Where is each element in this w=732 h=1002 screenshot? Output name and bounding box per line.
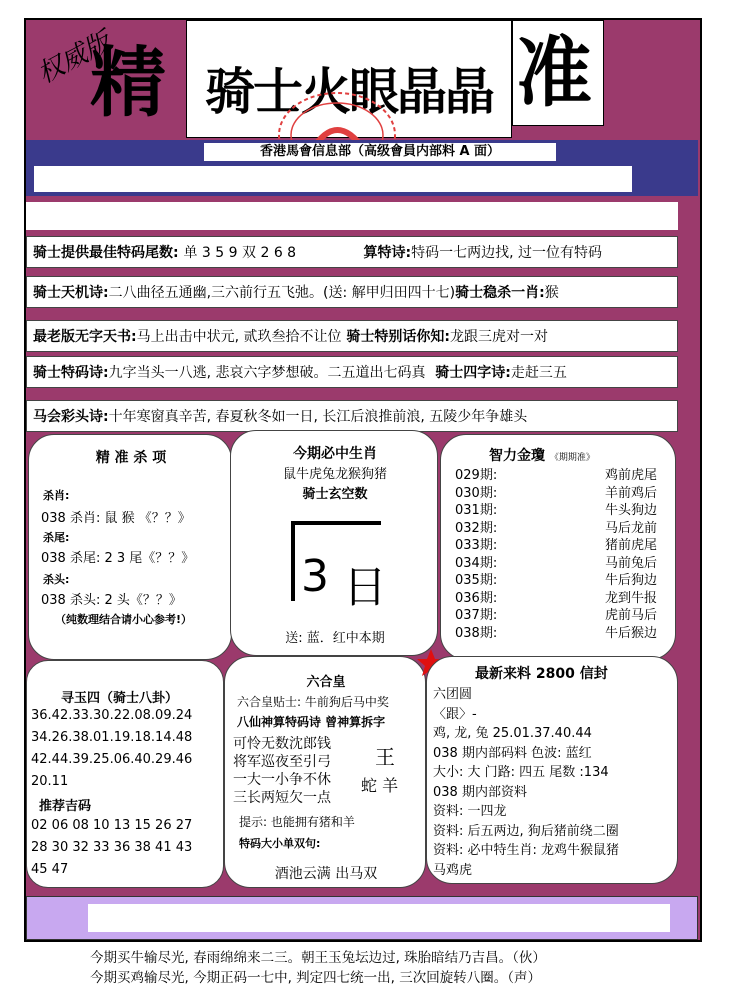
kill-head-label: 杀头: <box>43 573 70 586</box>
ziwei-value: 马后龙前 <box>604 520 657 536</box>
kill-sx-label: 杀肖: <box>43 489 70 502</box>
ziwei-row <box>455 590 667 608</box>
kill-box <box>28 434 232 660</box>
liuhe-hint: 提示: 也能拥有猪和羊 <box>239 815 355 829</box>
zodiac-send: 送: 蓝．红中本期 <box>285 631 385 646</box>
ziwei-period: 035期: <box>455 573 498 588</box>
latest-line: 038 期内部码料 色波: 蓝红 <box>433 745 592 761</box>
ziwei-value: 牛后猴边 <box>604 625 657 641</box>
band-tema-sizi: 骑士特码诗: 九字当头一八逃, 悲哀六字梦想破。二五道出七码真 骑士四字诗: 走赶三五 <box>26 356 678 388</box>
blank-band-2 <box>26 202 678 230</box>
footer-band-inner <box>88 904 670 932</box>
band-wuzi-tebie: 最老版无字天书: 马上出击中状元, 贰玖叁拾不让位 骑士特别话你知: 龙跟三虎对一对 <box>26 320 678 352</box>
ziwei-title: 智力金瓊 《期期准》 <box>489 448 595 464</box>
ziwei-period: 033期: <box>455 538 498 553</box>
yu-rows <box>31 705 192 793</box>
band-tianji-wensha: 骑士天机诗: 二八曲径五通幽,三六前行五飞弛。(送: 解甲归田四十七) 骑士稳杀一肖: 猴 <box>26 276 678 308</box>
ziwei-period: 030期: <box>455 485 498 501</box>
ziwei-row <box>455 520 667 538</box>
ziwei-value: 牛后狗边 <box>604 573 657 588</box>
ziwei-box <box>440 434 676 660</box>
yu-box <box>26 660 224 888</box>
ziwei-row <box>455 572 667 590</box>
edition-label: 权威版 <box>32 26 116 90</box>
band-tail-suan: 骑士提供最佳特码尾数: 单 3 5 9 双 2 6 8 算特诗: 特码一七两边找, 过一位有特码 <box>26 236 678 268</box>
ziwei-period: 034期: <box>455 555 498 571</box>
ziwei-row <box>455 467 667 485</box>
liuhe-side-a: 王 <box>375 745 395 769</box>
ziwei-rows <box>455 467 667 642</box>
rec-number-row: 28 30 32 33 36 38 41 43 <box>31 840 193 855</box>
ziwei-value: 龙到牛报 <box>604 590 657 606</box>
zodiac-box <box>230 430 438 656</box>
kill-title: 精 准 杀 项 <box>95 450 167 466</box>
liuhe-size-title: 特码大小单双句: <box>239 837 321 850</box>
yu-number-row: 36.42.33.30.22.08.09.24 <box>31 708 193 723</box>
latest-line: 六团圆 <box>433 687 473 702</box>
poem-line: 将军巡夜至引弓 <box>233 754 331 770</box>
rec-rows <box>31 815 192 881</box>
ziwei-row <box>455 502 667 520</box>
ziwei-row <box>455 485 667 503</box>
char-left: 精 <box>90 38 166 127</box>
ziwei-value: 马前兔后 <box>604 555 657 571</box>
ziwei-row <box>455 555 667 573</box>
liuhe-poem-title: 八仙神算特码诗 曾神算拆字 <box>237 715 386 729</box>
rec-title: 推荐吉码 <box>39 799 92 814</box>
ziwei-row <box>455 537 667 555</box>
band-caitou: 马会彩头诗: 十年寒窗真辛苦, 春夏秋冬如一日, 长江后浪推前浪, 五陵少年争雄头 <box>26 400 678 432</box>
poem-line: 三长两短欠一点 <box>233 790 331 806</box>
mystery-glyph-b: 日 <box>343 562 387 613</box>
blank-band-1 <box>34 166 632 192</box>
ziwei-period: 036期: <box>455 590 498 606</box>
ziwei-period: 037期: <box>455 608 498 623</box>
footer-line-2: 今期买鸡输尽光, 今期正码一七中, 判定四七统一出, 三次回旋转八圈。（声） <box>90 970 541 986</box>
zodiac-title: 今期必中生肖 <box>293 446 377 462</box>
kill-tail-value: 038 杀尾: 2 3 尾《？？》 <box>41 551 195 566</box>
latest-line: 038 期内部资料 <box>433 784 527 800</box>
liuhe-side-b: 蛇 羊 <box>361 776 399 795</box>
yu-number-row: 20.11 <box>31 774 69 789</box>
ziwei-value: 鸡前虎尾 <box>604 468 657 483</box>
latest-line: 〈跟〉- <box>433 706 477 722</box>
ziwei-row <box>455 625 667 643</box>
ziwei-period: 029期: <box>455 468 498 483</box>
kill-note: （纯数理结合请小心参考!） <box>55 613 193 626</box>
mystery-glyph-a: 3 <box>301 551 329 602</box>
ziwei-value: 羊前鸡后 <box>604 485 657 501</box>
ziwei-value: 虎前马后 <box>604 608 657 623</box>
mystery-title: 骑士玄空数 <box>302 487 368 502</box>
kill-head-value: 038 杀头: 2 头《？？》 <box>41 593 182 608</box>
ziwei-period: 032期: <box>455 520 498 536</box>
ziwei-period: 038期: <box>455 625 498 641</box>
yu-number-row: 42.44.39.25.06.40.29.46 <box>31 752 193 767</box>
liuhe-size-value: 酒池云满 出马双 <box>274 866 378 882</box>
latest-box <box>426 656 678 884</box>
poem-line: 一大一小争不休 <box>233 772 331 788</box>
poem-rows <box>233 735 331 807</box>
rec-number-row: 02 06 08 10 13 15 26 27 <box>31 818 193 833</box>
ziwei-row <box>455 607 667 625</box>
liuhe-title: 六合皇 <box>306 675 346 690</box>
latest-line: 资料: 必中特生肖: 龙鸡牛猴鼠猪 <box>433 843 620 858</box>
kill-tail-label: 杀尾: <box>43 531 70 544</box>
latest-rows <box>433 685 619 880</box>
subtitle-label: 香港馬會信息部（高级會員内部料 A 面） <box>204 143 556 161</box>
ziwei-value: 牛头狗边 <box>604 503 657 518</box>
char-right: 准 <box>516 28 592 117</box>
liuhe-box <box>224 656 426 888</box>
latest-line: 鸡, 龙, 兔 25.01.37.40.44 <box>433 726 592 741</box>
latest-line: 资料: 一四龙 <box>433 804 507 819</box>
latest-line: 马鸡虎 <box>433 862 473 878</box>
latest-title: 最新来料 2800 信封 <box>475 666 608 682</box>
ziwei-period: 031期: <box>455 503 498 518</box>
yu-number-row: 34.26.38.01.19.18.14.48 <box>31 730 193 745</box>
latest-line: 大小: 大 门路: 四五 尾数 :134 <box>433 765 609 780</box>
kill-sx-value: 038 杀肖: 鼠 猴 《？？》 <box>41 511 191 526</box>
liuhe-tip: 六合皇贴士: 牛前狗后马中奖 <box>237 695 389 709</box>
ziwei-value: 猪前虎尾 <box>604 538 657 553</box>
main-title: 骑士火眼晶晶 <box>205 63 493 121</box>
yu-title: 寻玉四（骑士八卦） <box>61 691 179 706</box>
footer-line-1: 今期买牛输尽光, 春雨绵绵来二三。朝王玉兔坛边过, 珠胎暗结乃吉昌。（伙） <box>90 950 546 966</box>
poem-line: 可怜无数沈郎钱 <box>233 736 331 752</box>
zodiac-list: 鼠牛虎兔龙猴狗猪 <box>282 467 387 482</box>
rec-number-row: 45 47 <box>31 862 69 877</box>
latest-line: 资料: 后五两边, 狗后猪前绕二圈 <box>433 823 619 839</box>
